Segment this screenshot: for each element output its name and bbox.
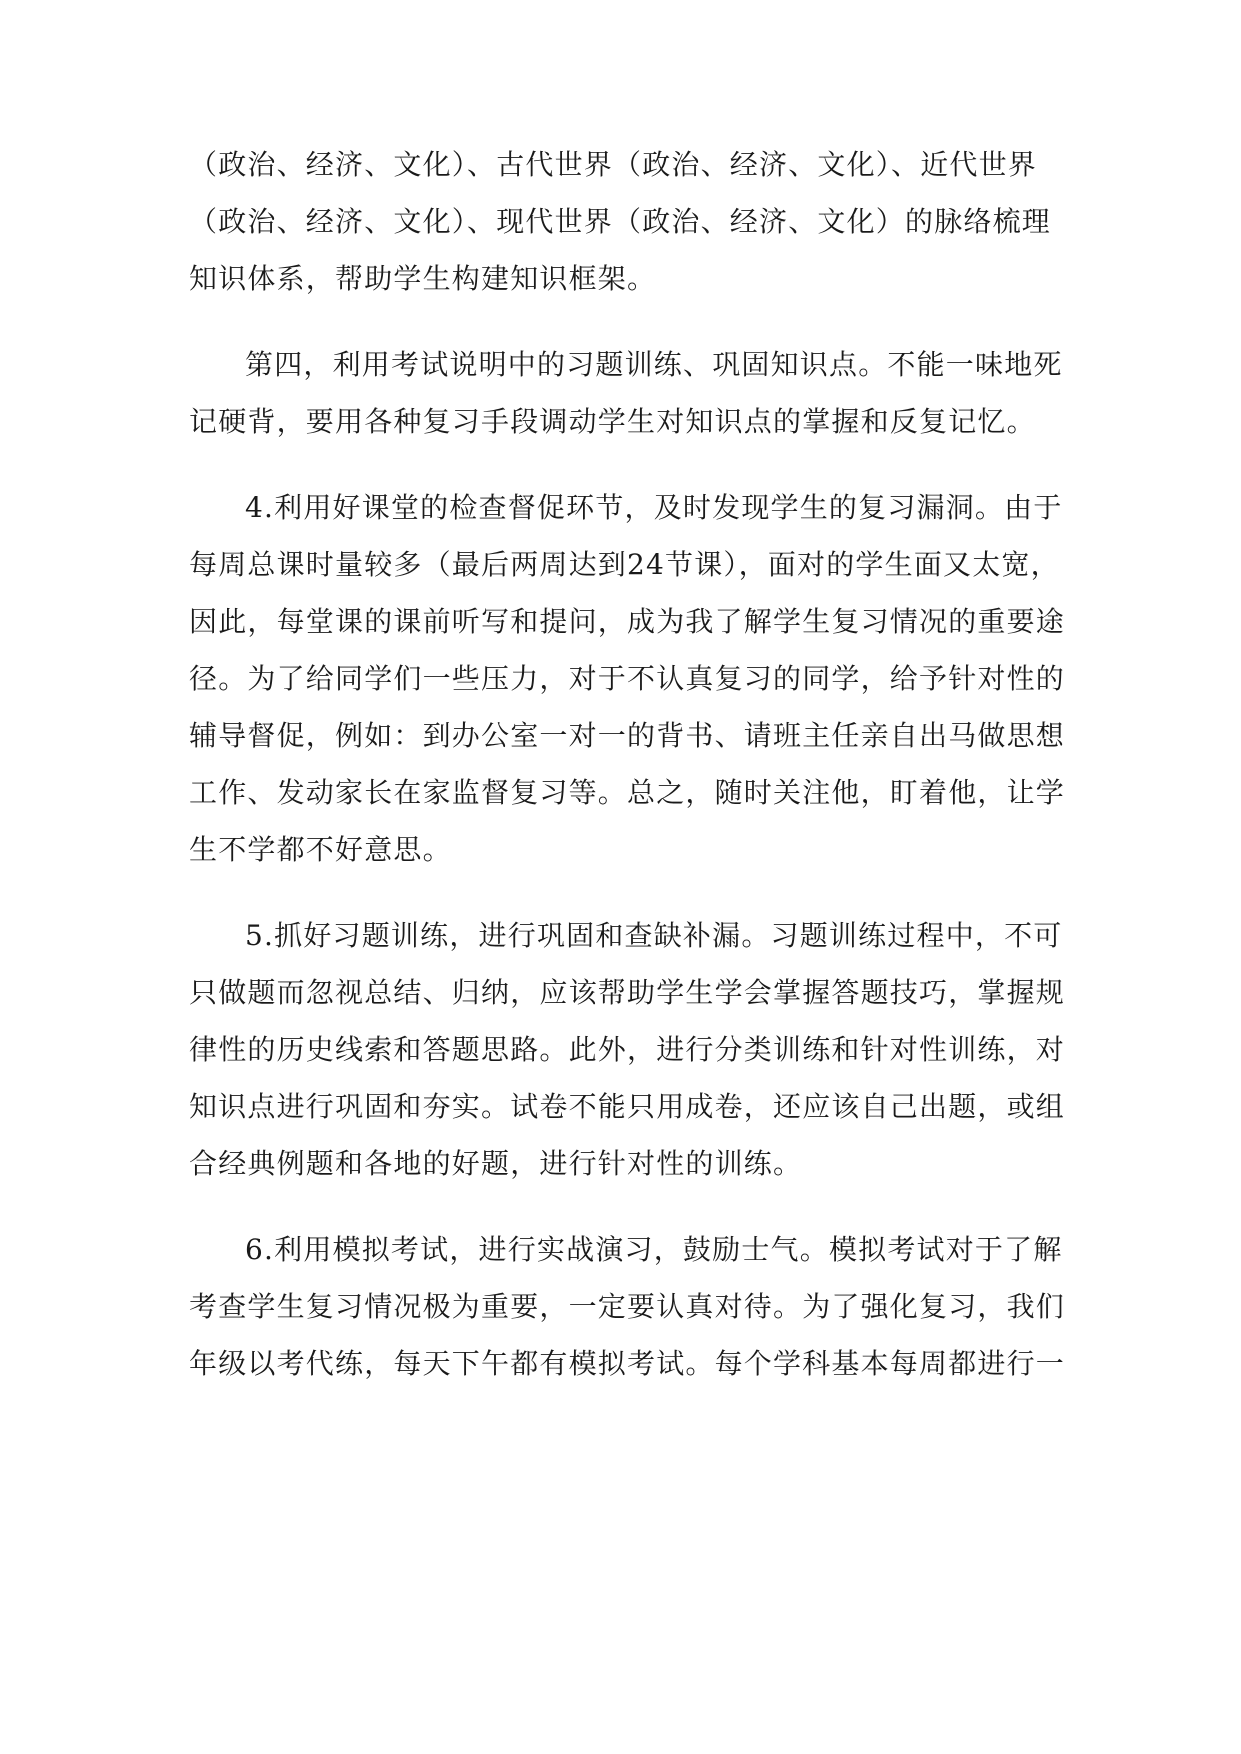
text-line: 因此，每堂课的课前听写和提问，成为我了解学生复习情况的重要途 <box>189 605 1066 638</box>
text-line: 径。为了给同学们一些压力，对于不认真复习的同学，给予针对性的 <box>189 662 1066 695</box>
text-line: 6.利用模拟考试，进行实战演习，鼓励士气。模拟考试对于了解 <box>245 1233 1063 1266</box>
text-line: 合经典例题和各地的好题，进行针对性的训练。 <box>189 1147 803 1180</box>
text-line: 第四，利用考试说明中的习题训练、巩固知识点。不能一味地死 <box>245 348 1063 381</box>
text-line: 5.抓好习题训练，进行巩固和查缺补漏。习题训练过程中，不可 <box>245 919 1063 952</box>
text-line: 工作、发动家长在家监督复习等。总之，随时关注他，盯着他，让学 <box>189 776 1066 809</box>
text-line: 每周总课时量较多（最后两周达到24节课），面对的学生面又太宽， <box>189 548 1060 581</box>
text-line: 知识点进行巩固和夯实。试卷不能只用成卷，还应该自己出题，或组 <box>189 1090 1066 1123</box>
text-line: 考查学生复习情况极为重要，一定要认真对待。为了强化复习，我们 <box>189 1290 1066 1323</box>
text-line: （政治、经济、文化）、现代世界（政治、经济、文化）的脉络梳理 <box>189 205 1052 238</box>
text-line: 年级以考代练，每天下午都有模拟考试。每个学科基本每周都进行一 <box>189 1347 1066 1380</box>
text-line: 记硬背，要用各种复习手段调动学生对知识点的掌握和反复记忆。 <box>189 405 1036 438</box>
text-line: 只做题而忽视总结、归纳，应该帮助学生学会掌握答题技巧，掌握规 <box>189 976 1066 1009</box>
text-line: 律性的历史线索和答题思路。此外，进行分类训练和针对性训练，对 <box>189 1033 1066 1066</box>
text-line: 辅导督促，例如：到办公室一对一的背书、请班主任亲自出马做思想 <box>189 719 1066 752</box>
text-line: 生不学都不好意思。 <box>189 833 452 866</box>
text-line: （政治、经济、文化）、古代世界（政治、经济、文化）、近代世界 <box>189 148 1038 181</box>
text-line: 4.利用好课堂的检查督促环节，及时发现学生的复习漏洞。由于 <box>245 491 1063 524</box>
text-line: 知识体系，帮助学生构建知识框架。 <box>189 262 657 295</box>
